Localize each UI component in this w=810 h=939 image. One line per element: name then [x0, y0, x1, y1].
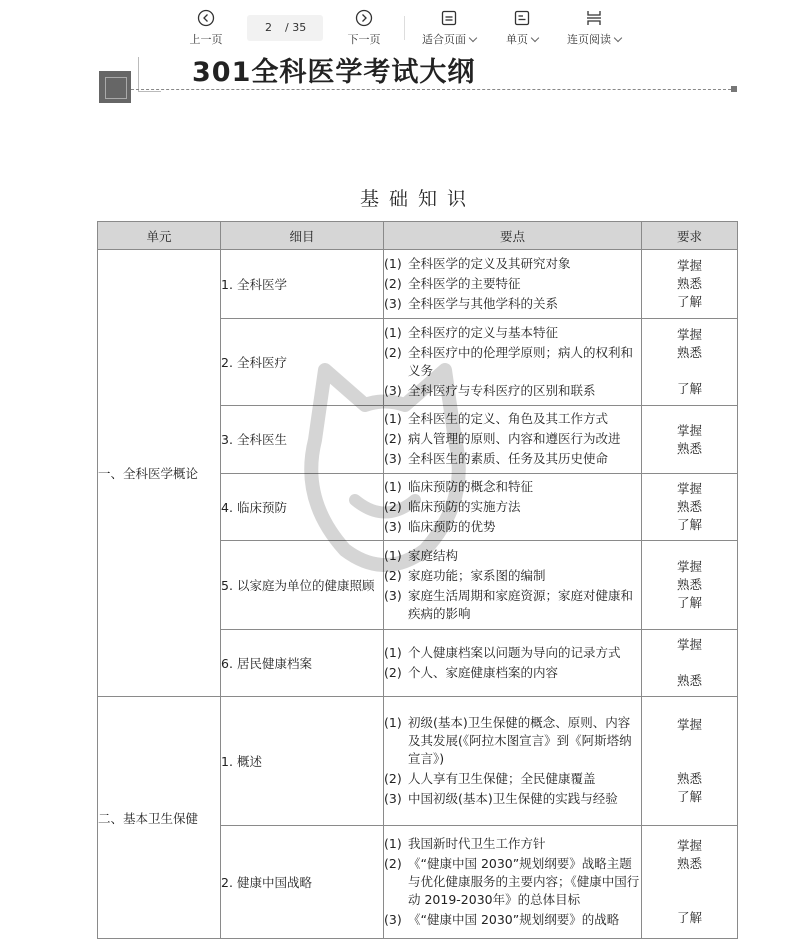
- point-item: [384, 410, 641, 428]
- chevron-left-circle-icon: [196, 8, 216, 28]
- next-page-label: 下一页: [347, 33, 381, 46]
- requirement-level: 熟悉: [676, 673, 702, 688]
- requirement-level: 了解: [676, 910, 702, 925]
- point-text: 全科医学与其他学科的关系: [408, 295, 559, 311]
- point-text: 中国初级(基本)卫生保健的实践与经验: [408, 790, 618, 806]
- point-number: (2): [384, 855, 402, 871]
- item-cell: [221, 319, 384, 406]
- syllabus-table: [97, 221, 738, 939]
- requirement-level: 掌握: [676, 559, 702, 574]
- requirement-level: 了解: [676, 517, 702, 532]
- single-page-dropdown[interactable]: [502, 8, 542, 47]
- item-title: 居民健康档案: [236, 655, 312, 671]
- requirement-level: [642, 734, 737, 752]
- point-number: (1): [384, 324, 402, 340]
- item-cell: [221, 630, 384, 697]
- chevron-right-circle-icon: [354, 8, 374, 28]
- header-decoration-square: [99, 71, 131, 103]
- point-item: [384, 835, 641, 853]
- requirement-level: [642, 873, 737, 891]
- item-number: 6.: [221, 655, 233, 671]
- point-number: (1): [384, 835, 402, 851]
- chevron-down-icon: [614, 34, 622, 42]
- point-text: 《“健康中国 2030”规划纲要》的战略: [408, 911, 620, 927]
- requirement-level: 熟悉: [676, 276, 702, 291]
- continuous-scroll-icon: [584, 8, 604, 28]
- points-cell: [384, 697, 642, 826]
- requirement-level: 熟悉: [676, 345, 702, 360]
- requirement-cell: [642, 474, 738, 541]
- requirement-level: 掌握: [676, 838, 702, 853]
- requirement-cell: [642, 697, 738, 826]
- requirement-level: 掌握: [676, 327, 702, 342]
- point-number: (3): [384, 382, 402, 398]
- table-row: [98, 250, 738, 319]
- point-number: (2): [384, 344, 402, 360]
- item-title: 全科医学: [236, 276, 287, 292]
- point-text: 全科医生的定义、角色及其工作方式: [408, 411, 609, 426]
- point-text: 全科医疗与专科医疗的区别和联系: [408, 382, 596, 398]
- point-text: 临床预防的概念和特征: [408, 478, 534, 494]
- point-item: [384, 255, 641, 273]
- document-header-title: 301全科医学考试大纲: [192, 57, 476, 88]
- point-item: [384, 324, 641, 342]
- point-item: [384, 430, 641, 448]
- page-number-box[interactable]: [247, 15, 323, 41]
- point-number: (1): [384, 547, 402, 563]
- point-text: 全科医生的素质、任务及其历史使命: [408, 451, 609, 466]
- requirement-cell: [642, 250, 738, 319]
- item-cell: [221, 826, 384, 939]
- point-item: [384, 790, 641, 808]
- item-cell: [221, 474, 384, 541]
- chevron-down-icon: [531, 34, 539, 42]
- requirement-cell: [642, 541, 738, 630]
- requirement-level: 掌握: [676, 717, 702, 732]
- point-number: (3): [384, 451, 402, 466]
- point-number: (2): [384, 431, 402, 446]
- item-number: 2.: [221, 354, 233, 370]
- item-number: 1.: [221, 753, 233, 769]
- item-number: 2.: [221, 874, 233, 890]
- point-text: 全科医学的主要特征: [408, 275, 521, 291]
- column-header-item: 细目: [221, 222, 384, 250]
- item-title: 以家庭为单位的健康照顾: [236, 577, 375, 593]
- point-number: (3): [384, 295, 402, 311]
- point-item: [384, 478, 641, 496]
- header-rule-end-marker: [731, 86, 737, 92]
- point-number: (2): [384, 275, 402, 291]
- requirement-level: [642, 654, 737, 672]
- item-number: 5.: [221, 577, 233, 593]
- requirement-level: [642, 891, 737, 909]
- points-cell: [384, 474, 642, 541]
- item-title: 健康中国战略: [236, 874, 312, 890]
- item-number: 3.: [221, 432, 233, 447]
- point-text: 病人管理的原则、内容和遵医行为改进: [408, 431, 621, 446]
- point-item: [384, 855, 641, 909]
- item-title: 全科医生: [236, 432, 287, 447]
- points-cell: [384, 541, 642, 630]
- header-dashed-rule: [131, 89, 731, 90]
- requirement-level: 了解: [676, 789, 702, 804]
- point-number: (1): [384, 255, 402, 271]
- requirement-level: 掌握: [676, 637, 702, 652]
- requirement-level: 熟悉: [676, 771, 702, 786]
- points-cell: [384, 250, 642, 319]
- point-item: [384, 344, 641, 380]
- point-text: 临床预防的优势: [408, 518, 496, 534]
- item-cell: [221, 406, 384, 474]
- requirement-level: 熟悉: [676, 856, 702, 871]
- point-item: [384, 714, 641, 768]
- fit-page-dropdown[interactable]: [418, 8, 480, 47]
- point-number: (1): [384, 714, 402, 730]
- point-item: [384, 295, 641, 313]
- point-item: [384, 911, 641, 929]
- point-number: (2): [384, 567, 402, 583]
- item-cell: [221, 250, 384, 319]
- point-number: (2): [384, 770, 402, 786]
- point-text: 全科医疗中的伦理学原则；病人的权利和义务: [408, 344, 634, 378]
- point-text: 家庭生活周期和家庭资源；家庭对健康和疾病的影响: [408, 587, 634, 621]
- point-item: [384, 664, 641, 682]
- item-cell: [221, 541, 384, 630]
- item-cell: [221, 697, 384, 826]
- point-item: [384, 770, 641, 788]
- requirement-cell: [642, 826, 738, 939]
- continuous-reading-dropdown[interactable]: [562, 8, 626, 47]
- point-item: [384, 518, 641, 536]
- point-item: [384, 567, 641, 585]
- column-header-points: 要点: [384, 222, 642, 250]
- point-number: (1): [384, 478, 402, 494]
- requirement-level: 熟悉: [676, 577, 702, 592]
- point-item: [384, 587, 641, 623]
- point-item: [384, 382, 641, 400]
- item-title: 临床预防: [236, 499, 287, 515]
- requirement-cell: [642, 406, 738, 474]
- point-text: 全科医疗的定义与基本特征: [408, 324, 559, 340]
- point-text: 我国新时代卫生工作方针: [408, 835, 546, 851]
- unit-cell: 一、全科医学概论: [98, 250, 221, 697]
- point-item: [384, 275, 641, 293]
- prev-page-button[interactable]: [186, 8, 226, 47]
- fit-page-icon: [439, 8, 459, 28]
- single-page-icon: [512, 8, 532, 28]
- point-item: [384, 644, 641, 662]
- point-number: (3): [384, 587, 402, 603]
- requirement-cell: [642, 630, 738, 697]
- single-page-label: 单页: [506, 33, 528, 46]
- item-number: 4.: [221, 499, 233, 515]
- points-cell: [384, 826, 642, 939]
- chevron-down-icon: [469, 34, 477, 42]
- point-number: (2): [384, 498, 402, 514]
- point-item: [384, 450, 641, 468]
- page-current-input[interactable]: 2: [265, 21, 272, 34]
- table-row: [98, 697, 738, 826]
- requirement-level: 掌握: [676, 422, 702, 438]
- item-title: 全科医疗: [236, 354, 287, 370]
- requirement-level: 掌握: [676, 258, 702, 273]
- requirement-level: 了解: [676, 294, 702, 309]
- points-cell: [384, 630, 642, 697]
- point-text: 人人享有卫生保健；全民健康覆盖: [408, 770, 596, 786]
- point-text: 个人、家庭健康档案的内容: [408, 664, 559, 680]
- point-text: 家庭功能；家系图的编制: [408, 567, 546, 583]
- point-number: (3): [384, 518, 402, 534]
- next-page-button[interactable]: [344, 8, 384, 47]
- points-cell: [384, 319, 642, 406]
- requirement-level: 了解: [676, 381, 702, 396]
- point-number: (2): [384, 664, 402, 680]
- requirement-level: 熟悉: [676, 499, 702, 514]
- unit-cell: 二、基本卫生保健: [98, 697, 221, 939]
- page-total: / 35: [285, 21, 307, 34]
- fit-page-label: 适合页面: [422, 33, 466, 46]
- table-body: [98, 250, 738, 939]
- viewer-toolbar: [0, 0, 810, 52]
- point-text: 全科医学的定义及其研究对象: [408, 255, 571, 271]
- header-decoration-frame: [138, 57, 161, 92]
- point-text: 初级(基本)卫生保健的概念、原则、内容及其发展(《阿拉木图宣言》到《阿斯塔纳宣言》): [408, 714, 632, 766]
- continuous-reading-label: 连页阅读: [567, 33, 611, 46]
- point-text: 临床预防的实施方法: [408, 498, 521, 514]
- item-title: 概述: [236, 753, 262, 769]
- requirement-level: 掌握: [676, 481, 702, 496]
- requirement-level: 熟悉: [676, 440, 702, 456]
- point-number: (3): [384, 911, 402, 927]
- toolbar-divider: [404, 16, 405, 40]
- prev-page-label: 上一页: [189, 33, 223, 46]
- requirement-level: [642, 752, 737, 770]
- point-number: (1): [384, 411, 402, 426]
- point-number: (3): [384, 790, 402, 806]
- table-header-row: [98, 222, 738, 250]
- point-text: 《“健康中国 2030”规划纲要》战略主题与优化健康服务的主要内容；《健康中国行动 2019-2030年》的总体目标: [408, 855, 640, 907]
- point-number: (1): [384, 644, 402, 660]
- point-item: [384, 498, 641, 516]
- requirement-level: [642, 362, 737, 380]
- column-header-unit: 单元: [98, 222, 221, 250]
- item-number: 1.: [221, 276, 233, 292]
- point-text: 家庭结构: [408, 547, 459, 563]
- column-header-requirement: 要求: [642, 222, 738, 250]
- requirement-cell: [642, 319, 738, 406]
- requirement-level: 了解: [676, 595, 702, 610]
- point-item: [384, 547, 641, 565]
- section-title: 基础知识: [359, 188, 476, 210]
- point-text: 个人健康档案以问题为导向的记录方式: [408, 644, 621, 660]
- points-cell: [384, 406, 642, 474]
